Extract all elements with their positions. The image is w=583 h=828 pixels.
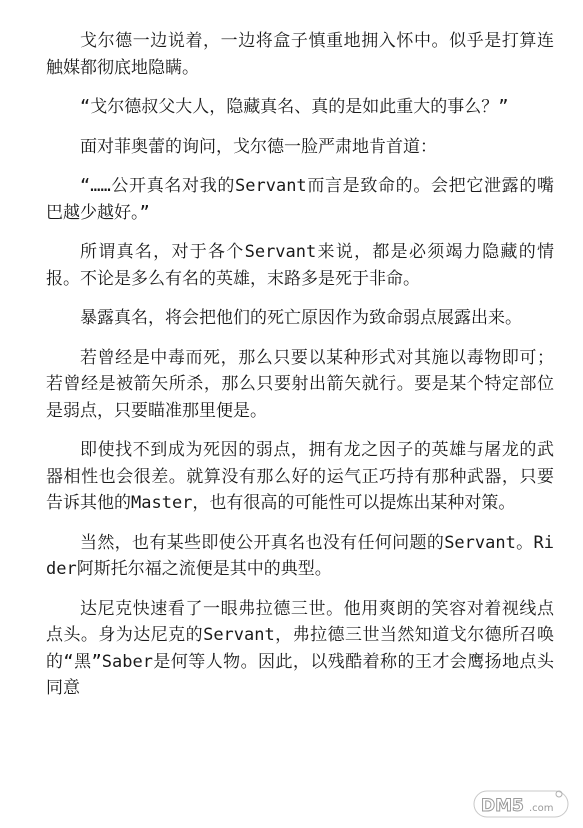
paragraph-5: 所谓真名，对于各个Servant来说，都是必须竭力隐藏的情报。不论是多么有名的英雄，末路多是死于非命。 <box>46 242 554 289</box>
paragraph-8: 即使找不到成为死因的弱点，拥有龙之因子的英雄与屠龙的武器相性也会很差。就算没有那么好的运气正巧持有那种武器，只要告诉其他的Master，也有很高的可能性可以提炼出某种对策。 <box>46 440 554 513</box>
text-body <box>46 28 554 715</box>
paragraph-2: “戈尔德叔父大人，隐藏真名、真的是如此重大的事么？” <box>80 97 509 117</box>
paragraph-6: 暴露真名，将会把他们的死亡原因作为致命弱点展露出来。 <box>80 308 522 328</box>
paragraph-10: 达尼克快速看了一眼弗拉德三世。他用爽朗的笑容对着视线点点头。身为达尼克的Servant，弗拉德三世当然知道戈尔德所召唤的“黑”Saber是何等人物。因此，以残酷着称的王才会鹰扬地点头同意 <box>46 598 554 698</box>
paragraph-1: 戈尔德一边说着，一边将盒子慎重地拥入怀中。似乎是打算连触媒都彻底地隐瞒。 <box>46 31 554 78</box>
paragraph-3: 面对菲奥蕾的询问，戈尔德一脸严肃地肯首道： <box>80 136 437 157</box>
paragraph-9: 当然，也有某些即使公开真名也没有任何问题的Servant。Rider阿斯托尔福之流便是其中的典型。 <box>46 532 554 579</box>
paragraph-4: “……公开真名对我的Servant而言是致命的。会把它泄露的嘴巴越少越好。” <box>46 176 554 223</box>
paragraph-7: 若曾经是中毒而死，那么只要以某种形式对其施以毒物即可；若曾经是被箭矢所杀，那么只要射出箭矢就行。要是某个特定部位是弱点，只要瞄准那里便是。 <box>46 347 554 421</box>
dm5-logo-icon <box>473 786 569 820</box>
svg-text:.com: .com <box>529 803 554 814</box>
svg-text:DM5: DM5 <box>481 796 524 816</box>
